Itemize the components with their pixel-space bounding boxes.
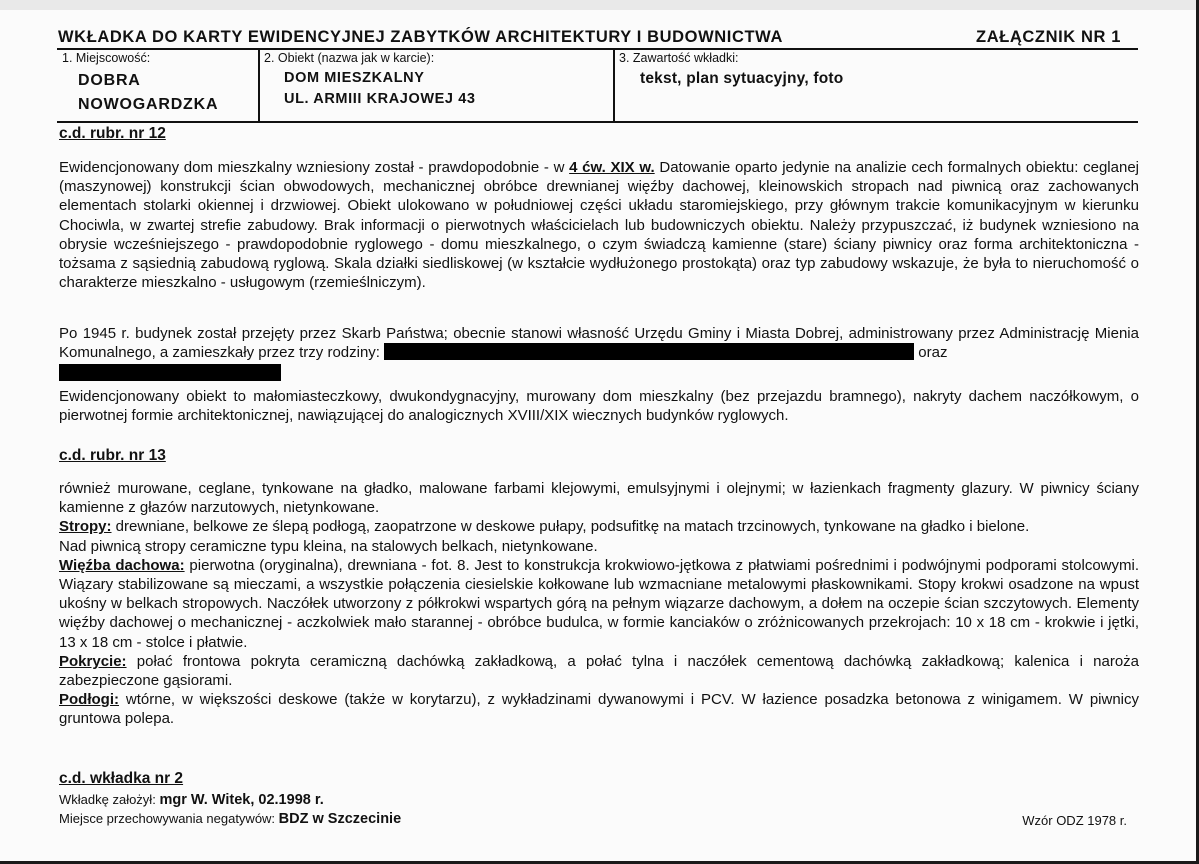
section-12-heading: c.d. rubr. nr 12 [59,125,166,142]
insert-2-heading: c.d. wkładka nr 2 [59,770,184,787]
ownership-text: Po 1945 r. budynek został przejęty przez Skarb Państwa; obecnie stanowi własność Urzędu Gminy i Miasta Dobrej, administrowany przez Administrację Mienia Komunalnego, a zamieszkały przez trzy rodziny: [59,325,1139,362]
negatives-storage-row [59,811,401,827]
scan-edge-top [0,0,1199,10]
dating-highlight: 4 ćw. XIX w. [569,159,655,176]
annex-number: ZAŁĄCZNIK NR 1 [976,28,1121,46]
redacted-names-2 [59,364,281,381]
table-divider-2 [613,49,615,122]
table-bottom-rule [57,121,1138,123]
roof-truss-label: Więźba dachowa: [59,556,185,574]
place-value-line2: NOWOGARDZKA [78,96,219,113]
redacted-names-1 [384,343,914,360]
table-divider-1 [258,49,260,122]
object-value-line1: DOM MIESZKALNY [284,70,425,86]
content-value: tekst, plan sytuacyjny, foto [640,70,844,87]
section-12-paragraph-3 [59,387,1139,425]
created-by-row [59,792,324,808]
floors-label: Podłogi: [59,691,119,709]
created-by-label: Wkładkę założył: [59,792,156,807]
negatives-storage-value: BDZ w Szczecinie [278,811,402,827]
form-title: WKŁADKA DO KARTY EWIDENCYJNEJ ZABYTKÓW ARCHITEKTURY I BUDOWNICTWA [58,28,783,46]
ceilings-label: Stropy: [59,518,112,536]
section-13-body [59,479,1139,729]
form-model-note: Wzór ODZ 1978 r. [1022,813,1127,828]
ceilings-text: drewniane, belkowe ze ślepą podłogą, zaopatrzone w deskowe pułapy, podsufitkę na matach trzcinowych, tynkowane na gładko i bielone. [111,518,1030,536]
table-top-rule [57,48,1138,50]
content-label: 3. Zawartość wkładki: [619,51,739,65]
walls-text: również murowane, ceglane, tynkowane na gładko, malowane farbami klejowymi, emulsyjnymi i olejnymi; w łazienkach fragmenty glazury. W piwnicy ściany kamienne z głazów narzutowych, nietynkowane. [59,480,1139,517]
roof-truss-text: pierwotna (oryginalna), drewniana - fot. 8. Jest to konstrukcja krokwiowo-jętkowa z płatwiami pośrednimi i podwójnymi podporami stolcowymi. Wiązary stabilizowane są mieczami, a wszystkie połączenia ciesielskie kołkowane lub wzmacniane metalowymi płaskownikami. Stopy krokwi osadzone na wpust ukośny w belkach stropowych. Naczółek utworzony z półkrokwi wspartych górą na pełnym wiązarze dachowym, a dołem na oczepie ścian szczytowych. Elementy więźby dachowej o mechanicznej - aczkolwiek mało starannej - obróbce budulca, w formie kanciaków o zróżnicowanych przekrojach: 10 x 18 cm - krokwie i jętki, 13 x 18 cm - stolce i płatwie. [59,556,1140,651]
section-13-heading: c.d. rubr. nr 13 [59,447,166,464]
object-label: 2. Obiekt (nazwa jak w karcie): [264,51,435,65]
roofing-text: połać frontowa pokryta ceramiczną dachówką zakładkową, a połać tylna i naczółek cementową dachówką zakładkową; kalenica i naroża zabezpieczone gąsiorami. [59,652,1139,690]
created-by-value: mgr W. Witek, 02.1998 r. [159,792,324,808]
negatives-storage-label: Miejsce przechowywania negatywów: [59,811,276,826]
basement-ceilings-text: Nad piwnicą stropy ceramiczne typu kleina, na stalowych belkach, nietynkowane. [59,537,598,555]
floors-text: wtórne, w większości deskowe (także w korytarzu), z wykładzinami dywanowymi i PCV. W łazience posadzka betonowa z winigamem. W piwnicy gruntowa polepa. [59,691,1139,728]
place-label: 1. Miejscowość: [62,51,151,65]
object-description-text: Ewidencjonowany obiekt to małomiasteczkowy, dwukondygnacyjny, murowany dom mieszkalny (bez przejazdu bramnego), nakryty dachem naczółkowym, o pierwotnej formie architektonicznej, nawiązującej do analogicznych XVIII/XIX wiecznych budynków ryglowych. [59,388,1139,425]
ownership-text-oraz: oraz [914,344,948,362]
object-value-line2: UL. ARMIII KRAJOWEJ 43 [284,91,476,107]
section-12-paragraph-1 [59,158,1139,292]
section-12-text-a: Ewidencjonowany dom mieszkalny wzniesiony został - prawdopodobnie - w [59,159,570,176]
section-12-text-b: Datowanie oparto jedynie na analizie cech formalnych obiektu: ceglanej (maszynowej) konstrukcji ścian obwodowych, mechanicznej obróbce drewnianej więźby dachowej, kleinowskich stropach nad piwnicą oraz zachowanych elementach stolarki okiennej i drzwiowej. Obiekt ulokowano w południowej części układu staromiejskiego, przy głównym trakcie komunikacyjnym w kierunku Chociwla, w zwartej strefie zabudowy. Brak informacji o pierwotnych właścicielach lub budowniczych obiektu. Należy przypuszczać, iż budynek wzniesiono na obrysie wcześniejszego - prawdopodobnie ryglowego - domu mieszkalnego, o czym świadczą kamienne (stare) ściany piwnicy oraz forma architektoniczna - tożsama z sąsiednią zabudową ryglową. Skala działki siedliskowej (w kształcie wydłużonego prostokąta) oraz typ zabudowy wskazuje, że była to nieruchomość o charakterze mieszkalno - usługowym (rzemieślniczym). [59,159,1139,292]
place-value-line1: DOBRA [78,72,141,89]
roofing-label: Pokrycie: [59,652,127,670]
section-12-paragraph-2 [59,324,1139,384]
